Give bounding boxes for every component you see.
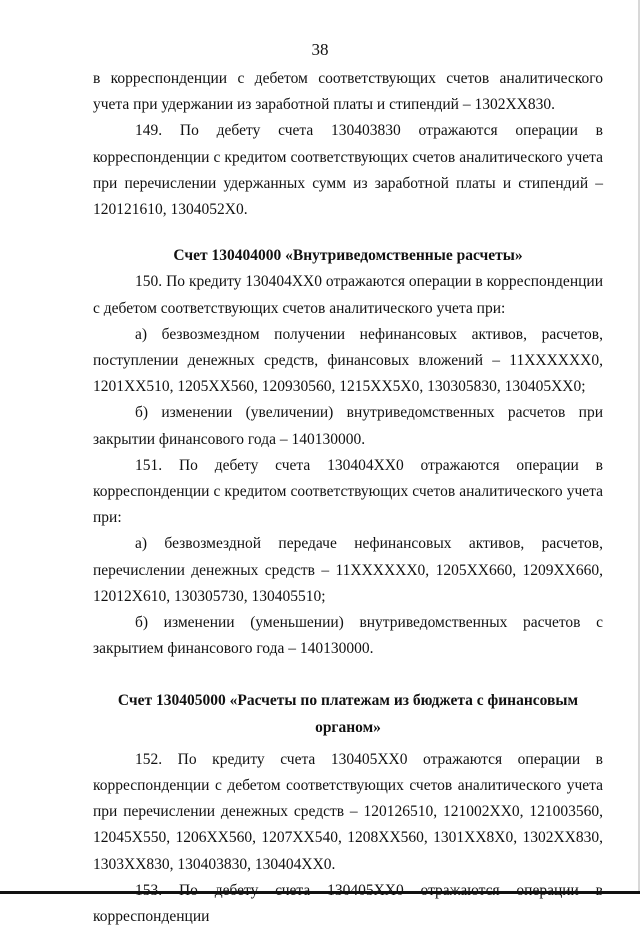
paragraph-150: 150. По кредиту 130404ХХ0 отражаются операции в корреспонденции с дебетом соответствующих счетов аналитического учета при:	[93, 273, 603, 317]
paragraph-151: 151. По дебету счета 130404ХХ0 отражаются операции в корреспонденции с кредитом соответствующих счетов аналитического учета при:	[93, 456, 603, 527]
page-number: 38	[311, 40, 329, 59]
paragraph-149: 149. По дебету счета 130403830 отражаются операции в корреспонденции с кредитом соответствующих счетов аналитического учета при перечислении удержанных сумм из заработной платы и стипендий – 120121610, 1304052Х0.	[93, 122, 603, 219]
paragraph-150-b: б) изменении (увеличении) внутриведомственных расчетов при закрытии финансового года – 140130000.	[93, 404, 603, 448]
document-body	[93, 66, 603, 930]
section-heading-130405000: Счет 130405000 «Расчеты по платежам из бюджета с финансовым органом»	[117, 692, 579, 736]
paragraph-150-a: а) безвозмездном получении нефинансовых активов, расчетов, поступлении денежных средств, финансовых вложений – 11ХХХХХХ0, 1201ХХ510, 1205ХХ560, 120930560, 1215ХХ5Х0, 130305830, 130405ХХ0;	[93, 325, 603, 396]
section-heading-130404000: Счет 130404000 «Внутриведомственные расчеты»	[173, 247, 523, 265]
paragraph-153: корреспонденции	[93, 908, 210, 926]
paragraph-151-a: а) безвозмездной передаче нефинансовых активов, расчетов, перечислении денежных средств – 11ХХХХХХ0, 1205ХХ660, 1209ХХ660, 12012Х610, 130305730, 130405510;	[93, 535, 603, 605]
paragraph-152: 152. По кредиту счета 130405ХХ0 отражаются операции в корреспонденции с дебетом соответствующих счетов аналитического учета при перечислении денежных средств – 120126510, 121002ХХ0, 121003560, 12045Х550, 1206ХХ560, 1207ХХ540, 1208ХХ560, 1301ХХ8Х0, 1302ХХ830, 1303ХХ830, 130403830, 130404ХХ0.	[93, 750, 603, 873]
paragraph-151-b: б) изменении (уменьшении) внутриведомственных расчетов с закрытием финансового года – 140130000.	[93, 614, 603, 658]
paragraph-continuation: в корреспонденции с дебетом соответствующих счетов аналитического учета при удержании из заработной платы и стипендий – 1302ХХ830.	[93, 70, 603, 114]
